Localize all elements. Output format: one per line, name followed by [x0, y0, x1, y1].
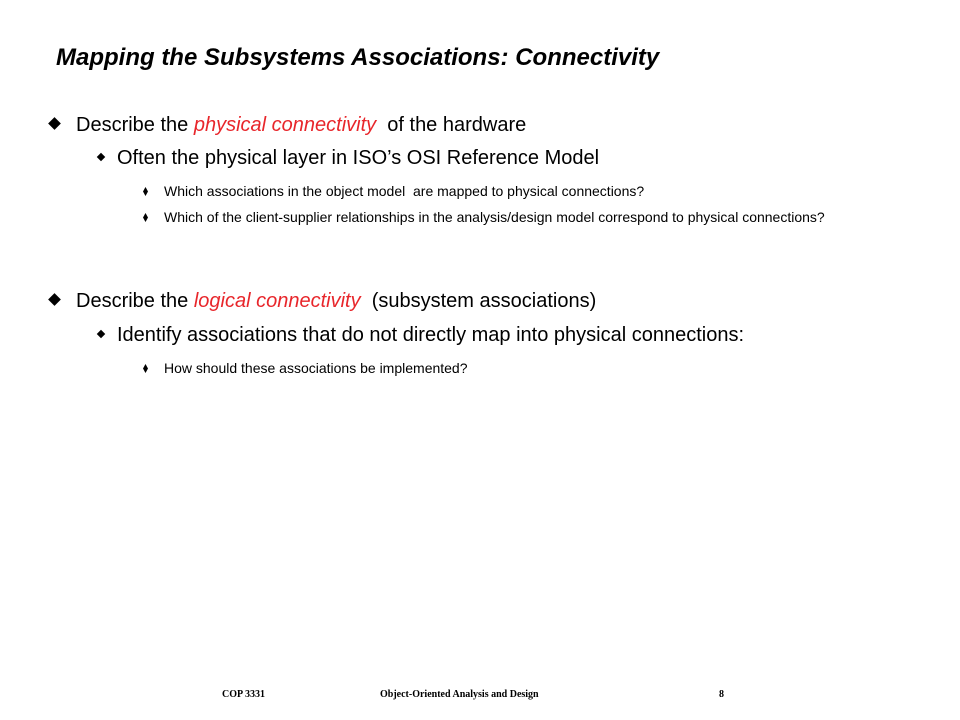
subsubbullet-text: Which associations in the object model are mapped to physical connections?: [164, 183, 645, 199]
bullet-suffix: of the hardware: [376, 114, 527, 136]
bullet-logical-connectivity: [76, 290, 596, 313]
bullet-prefix: Describe the: [76, 290, 194, 312]
highlight-logical-connectivity: logical connectivity: [193, 290, 361, 312]
highlight-physical-connectivity: physical connectivity: [193, 114, 377, 136]
narrow-diamond-bullet-icon: [143, 364, 148, 373]
bullet-physical-connectivity: [76, 114, 526, 137]
subbullet-identify-associations: [117, 324, 744, 347]
subsubbullet-associations-mapped: [164, 183, 644, 200]
subsubbullet-implementation: [164, 360, 468, 377]
bullet-suffix: (subsystem associations): [360, 290, 597, 312]
subsubbullet-text: How should these associations be implemented?: [164, 360, 468, 376]
footer-course-title: Object-Oriented Analysis and Design: [380, 689, 539, 700]
diamond-bullet-icon: [48, 117, 61, 130]
bullet-prefix: Describe the: [76, 114, 194, 136]
small-diamond-bullet-icon: [97, 153, 105, 161]
footer-course-code: COP 3331: [222, 689, 266, 700]
narrow-diamond-bullet-icon: [143, 213, 148, 222]
subsubbullet-text: Which of the client-supplier relationships in the analysis/design model correspond to physical connections?: [164, 209, 825, 225]
subsubbullet-client-supplier: [164, 209, 884, 226]
narrow-diamond-bullet-icon: [143, 187, 148, 196]
subbullet-text: Identify associations that do not directly map into physical connections:: [117, 324, 745, 346]
diamond-bullet-icon: [48, 293, 61, 306]
footer-page-number: 8: [719, 689, 724, 700]
small-diamond-bullet-icon: [97, 330, 105, 338]
slide-title: Mapping the Subsystems Associations: Connectivity: [56, 44, 660, 71]
subbullet-osi-layer: [117, 147, 599, 170]
subbullet-text: Often the physical layer in ISO’s OSI Reference Model: [117, 147, 600, 169]
